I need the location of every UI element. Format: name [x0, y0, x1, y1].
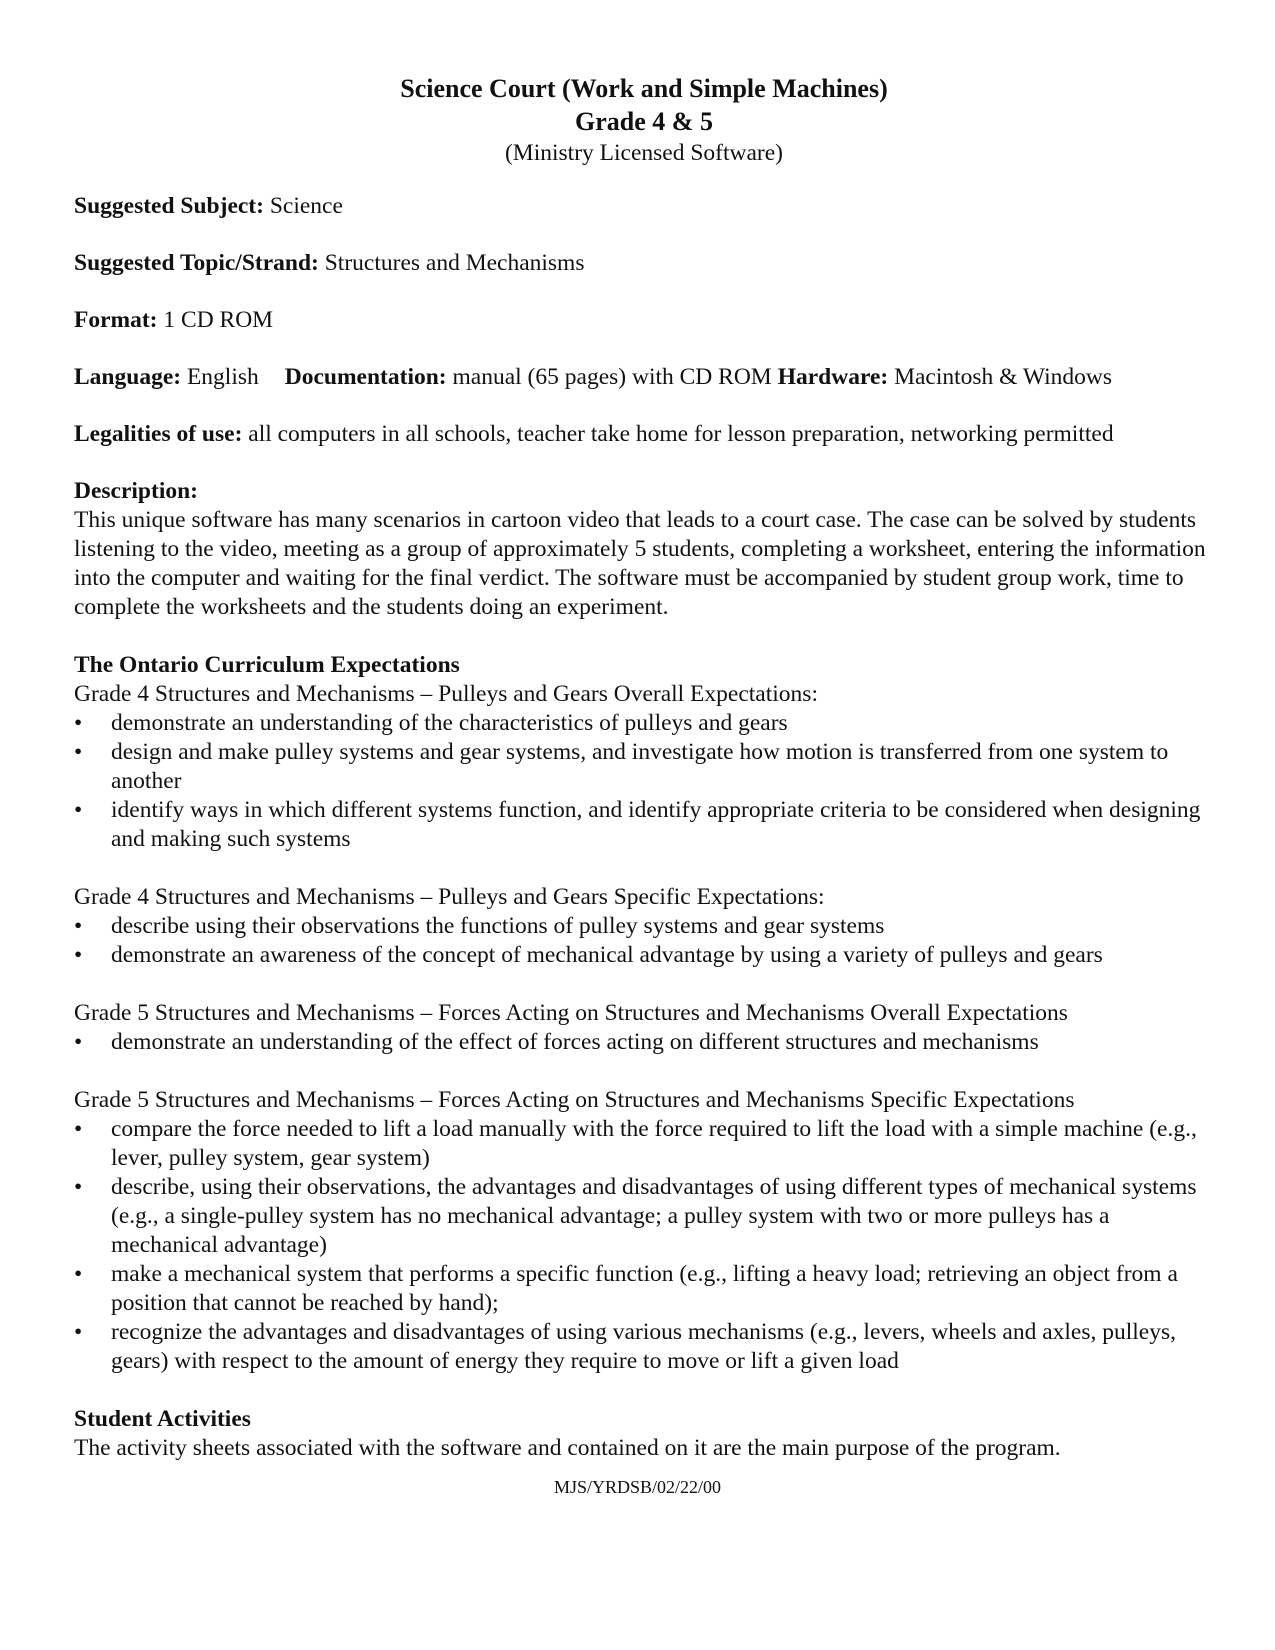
expectation-text: demonstrate an awareness of the concept of mechanical advantage by using a variety of pulleys and gears	[111, 942, 1103, 968]
language-line	[74, 363, 1214, 392]
curriculum-heading: The Ontario Curriculum Expectations	[74, 652, 460, 678]
bullet-icon: •	[74, 942, 83, 968]
document-footer: MJS/YRDSB/02/22/00	[553, 1477, 722, 1497]
language-value: English	[186, 364, 259, 390]
format-field	[74, 306, 1214, 335]
subject-field	[74, 192, 1214, 221]
legalities-value: all computers in all schools, teacher take home for lesson preparation, networking permitted	[248, 421, 1114, 447]
expectation-item	[74, 709, 1214, 738]
expectation-text: describe, using their observations, the advantages and disadvantages of using different types of mechanical systems (e.g., a single-pulley system has no mechanical advantage; a pulley system with two or more pulleys has a mechanical advantage)	[111, 1174, 1197, 1258]
legalities-label: Legalities of use:	[74, 421, 243, 447]
topic-label: Suggested Topic/Strand:	[74, 250, 319, 276]
format-value: 1 CD ROM	[163, 307, 274, 333]
expectation-text: make a mechanical system that performs a specific function (e.g., lifting a heavy load; retrieving an object from a position that cannot be reached by hand);	[111, 1261, 1178, 1316]
document-page	[74, 72, 1214, 1463]
bullet-icon: •	[74, 1029, 83, 1055]
bullet-icon: •	[74, 739, 83, 765]
expectation-text: demonstrate an understanding of the effect of forces acting on different structures and mechanisms	[111, 1029, 1039, 1055]
description-heading: Description:	[74, 478, 199, 504]
curriculum-section	[74, 651, 1214, 1376]
expectation-list	[74, 912, 1214, 970]
description-text: This unique software has many scenarios in cartoon video that leads to a court case. The case can be solved by students listening to the video, meeting as a group of approximately 5 students, completing a worksheet, entering the information into the computer and waiting for the final verdict. The software must be accompanied by student group work, time to complete the worksheets and the students doing an experiment.	[74, 507, 1206, 620]
expectation-text: compare the force needed to lift a load manually with the force required to lift the load with a simple machine (e.g., lever, pulley system, gear system)	[111, 1116, 1197, 1171]
expectation-text: demonstrate an understanding of the characteristics of pulleys and gears	[111, 710, 788, 736]
activities-text: The activity sheets associated with the software and contained on it are the main purpose of the program.	[74, 1435, 1061, 1461]
expectation-item	[74, 912, 1214, 941]
subject-label: Suggested Subject:	[74, 193, 264, 219]
topic-value: Structures and Mechanisms	[324, 250, 585, 276]
documentation-label: Documentation:	[284, 364, 447, 390]
activities-section	[74, 1405, 1214, 1463]
hardware-label: Hardware:	[777, 364, 889, 390]
bullet-icon: •	[74, 710, 83, 736]
expectation-item	[74, 796, 1214, 854]
legalities-field	[74, 420, 1214, 449]
group-title: Grade 5 Structures and Mechanisms – Forces Acting on Structures and Mechanisms Overall Expectations	[74, 1000, 1068, 1026]
expectation-text: describe using their observations the functions of pulley systems and gear systems	[111, 913, 885, 939]
bullet-icon: •	[74, 1319, 83, 1345]
bullet-icon: •	[74, 1261, 83, 1287]
expectation-item	[74, 738, 1214, 796]
expectation-item	[74, 1318, 1214, 1376]
expectation-item	[74, 1260, 1214, 1318]
format-label: Format:	[74, 307, 158, 333]
bullet-icon: •	[74, 913, 83, 939]
description-section	[74, 477, 1214, 622]
expectation-item	[74, 1115, 1214, 1173]
expectation-list	[74, 1028, 1214, 1057]
group-title: Grade 4 Structures and Mechanisms – Pulleys and Gears Specific Expectations:	[74, 884, 825, 910]
bullet-icon: •	[74, 1116, 83, 1142]
expectation-item	[74, 1173, 1214, 1260]
expectation-list	[74, 1115, 1214, 1376]
expectation-list	[74, 709, 1214, 854]
document-subtitle: (Ministry Licensed Software)	[504, 140, 783, 166]
document-header	[74, 72, 1214, 168]
document-grade-title: Grade 4 & 5	[575, 107, 713, 136]
bullet-icon: •	[74, 1174, 83, 1200]
activities-heading: Student Activities	[74, 1406, 251, 1432]
expectation-text: recognize the advantages and disadvantages of using various mechanisms (e.g., levers, wheels and axles, pulleys, gears) with respect to the amount of energy they require to move or lift a given load	[111, 1319, 1177, 1374]
bullet-icon: •	[74, 797, 83, 823]
expectation-text: design and make pulley systems and gear systems, and investigate how motion is transferred from one system to another	[111, 739, 1169, 794]
expectation-text: identify ways in which different systems function, and identify appropriate criteria to be considered when designing and making such systems	[111, 797, 1201, 852]
group-title: Grade 5 Structures and Mechanisms – Forces Acting on Structures and Mechanisms Specific Expectations	[74, 1087, 1075, 1113]
topic-field	[74, 249, 1214, 278]
expectation-item	[74, 941, 1214, 970]
language-label: Language:	[74, 364, 182, 390]
document-title: Science Court (Work and Simple Machines)	[400, 74, 888, 103]
documentation-value: manual (65 pages) with CD ROM	[452, 364, 772, 390]
expectation-item	[74, 1028, 1214, 1057]
hardware-value: Macintosh & Windows	[894, 364, 1113, 390]
subject-value: Science	[269, 193, 343, 219]
group-title: Grade 4 Structures and Mechanisms – Pulleys and Gears Overall Expectations:	[74, 681, 818, 707]
